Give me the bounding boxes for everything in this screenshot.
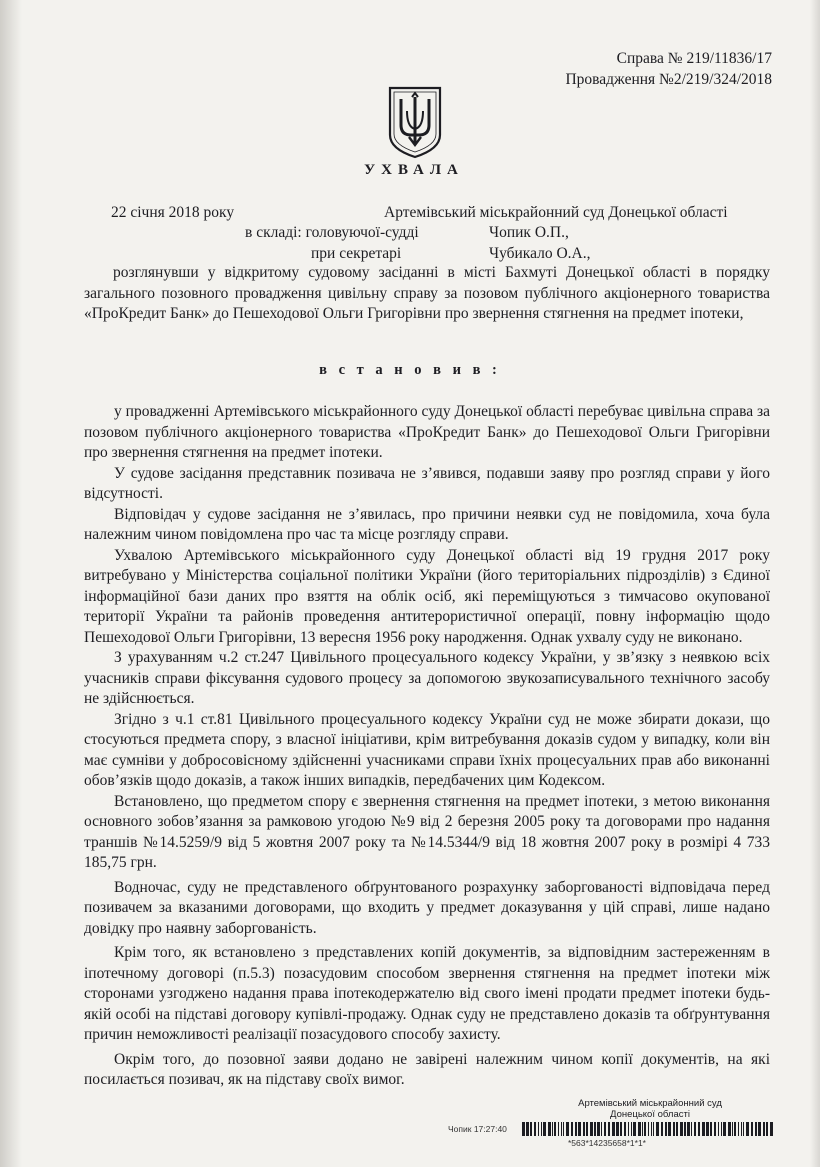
trident-coat-of-arms-icon xyxy=(387,85,443,159)
secretary-label: при секретарі xyxy=(311,245,402,262)
consideration-rest: загального позовного провадження цивільну справу за позовом публічного акціонерного товариства «ПроКредит Банк» до Пешеходової Ольги Григорівни про звернення стягнення на предмет іпотеки, xyxy=(84,284,770,322)
composition-label: в складі: головуючої-судді xyxy=(245,224,419,241)
case-number: Справа № 219/11836/17 xyxy=(616,50,772,67)
stamp-court-line1: Артемівський міськрайонний суд xyxy=(578,1098,722,1109)
proceeding-number: Провадження №2/219/324/2018 xyxy=(565,71,772,88)
barcode xyxy=(522,1122,776,1136)
section-heading: в с т а н о в и в : xyxy=(319,362,501,378)
paragraph: Відповідач у судове засідання не з’явилась, про причини неявки суд не повідомила, хоча була належним чином повідомлена про час та місце розгляду справи. xyxy=(84,505,770,543)
stamp-court-line2: Донецької області xyxy=(610,1109,690,1120)
ruling-date: 22 січня 2018 року xyxy=(111,204,235,221)
document-title: УХВАЛА xyxy=(364,162,464,178)
paragraph: Крім того, як встановлено з представлених копій документів, за відповідним застереженням в іпотечному договорі (п.5.3) позасудовим способом звернення стягнення на предмет іпотеки між сторонами узгоджено надання права іпотекодержателю від свого імені продати предмет іпотеки будь-якій особі на підставі договору купівлі-продажу. Однак суду не представлено доказів та обґрунтування причин неможливості реалізації позасудового способу захисту. xyxy=(84,944,770,1043)
paragraph: Встановлено, що предметом спору є звернення стягнення на предмет іпотеки, з метою виконання основного зобов’язання за рамковою угодою №9 від 2 березня 2005 року та договорами про надання траншів №14.5259/9 від 5 жовтня 2007 року та №14.5344/9 від 18 жовтня 2007 року в розмірі 4 733 185,75 грн. xyxy=(84,792,770,871)
consideration-paragraph xyxy=(84,263,770,325)
paragraph: Водночас, суду не представленого обґрунтованого розрахунку заборгованості відповідача перед позивачем за вказаними договорами, що входить у предмет доказування у цій справі, лише надано довідку про наявну заборгованість. xyxy=(84,878,770,937)
findings-body xyxy=(84,402,770,1091)
stamp-judge-time: Чопик 17:27:40 xyxy=(448,1124,507,1134)
presiding-judge: Чопик О.П., xyxy=(489,224,569,241)
paragraph: У судове засідання представник позивача не з’явився, подавши заяву про розгляд справи у його відсутності. xyxy=(84,464,770,502)
barcode-code: *563*14235658*1*1* xyxy=(568,1138,646,1148)
court-name: Артемівський міськрайонний суд Донецької області xyxy=(384,204,728,221)
paragraph: Згідно з ч.1 ст.81 Цивільного процесуального кодексу України суд не може збирати докази, що стосуються предмета спору, з власної ініціативи, крім витребування доказів судом у випадку, коли він має сумніви у добросовісному здійсненні учасниками справи їхніх процесуальних прав або виконанні обов’язків щодо доказів, а також інших випадків, передбачених цим Кодексом. xyxy=(84,710,770,789)
consideration-first-line: розглянувши у відкритому судовому засіданні в місті Бахмуті Донецької області в порядку xyxy=(113,264,770,281)
case-reference xyxy=(565,48,772,90)
paragraph: у провадженні Артемівського міськрайонного суду Донецької області перебуває цивільна справа за позовом публічного акціонерного товариства «ПроКредит Банк» до Пешеходової Ольги Григорівни про звернення стягнення на предмет іпотеки. xyxy=(84,403,770,461)
paragraph: Окрім того, до позовної заяви додано не завірені належним чином копії документів, на які посилається позивач, як на підставу своїх вимог. xyxy=(84,1050,770,1088)
secretary-name: Чубикало О.А., xyxy=(489,245,591,262)
stamp-court xyxy=(560,1098,740,1120)
paragraph: Ухвалою Артемівського міськрайонного суду Донецької області від 19 грудня 2017 року витребувано у Міністерства соціальної політики України (його територіальних підрозділів) з Єдиної інформаційної бази даних про взяття на облік осіб, які переміщуються з тимчасово окупованої території України та районів проведення антитерористичної операції, повну інформацію щодо Пешеходової Ольги Григорівни, 13 вересня 1956 року народження. Однак ухвалу суду не виконано. xyxy=(84,546,770,646)
paragraph: З урахуванням ч.2 ст.247 Цивільного процесуального кодексу України, у зв’язку з неявкою всіх учасників справи фіксування судового процесу за допомогою звукозаписувального технічного засобу не здійснюється. xyxy=(84,649,770,707)
